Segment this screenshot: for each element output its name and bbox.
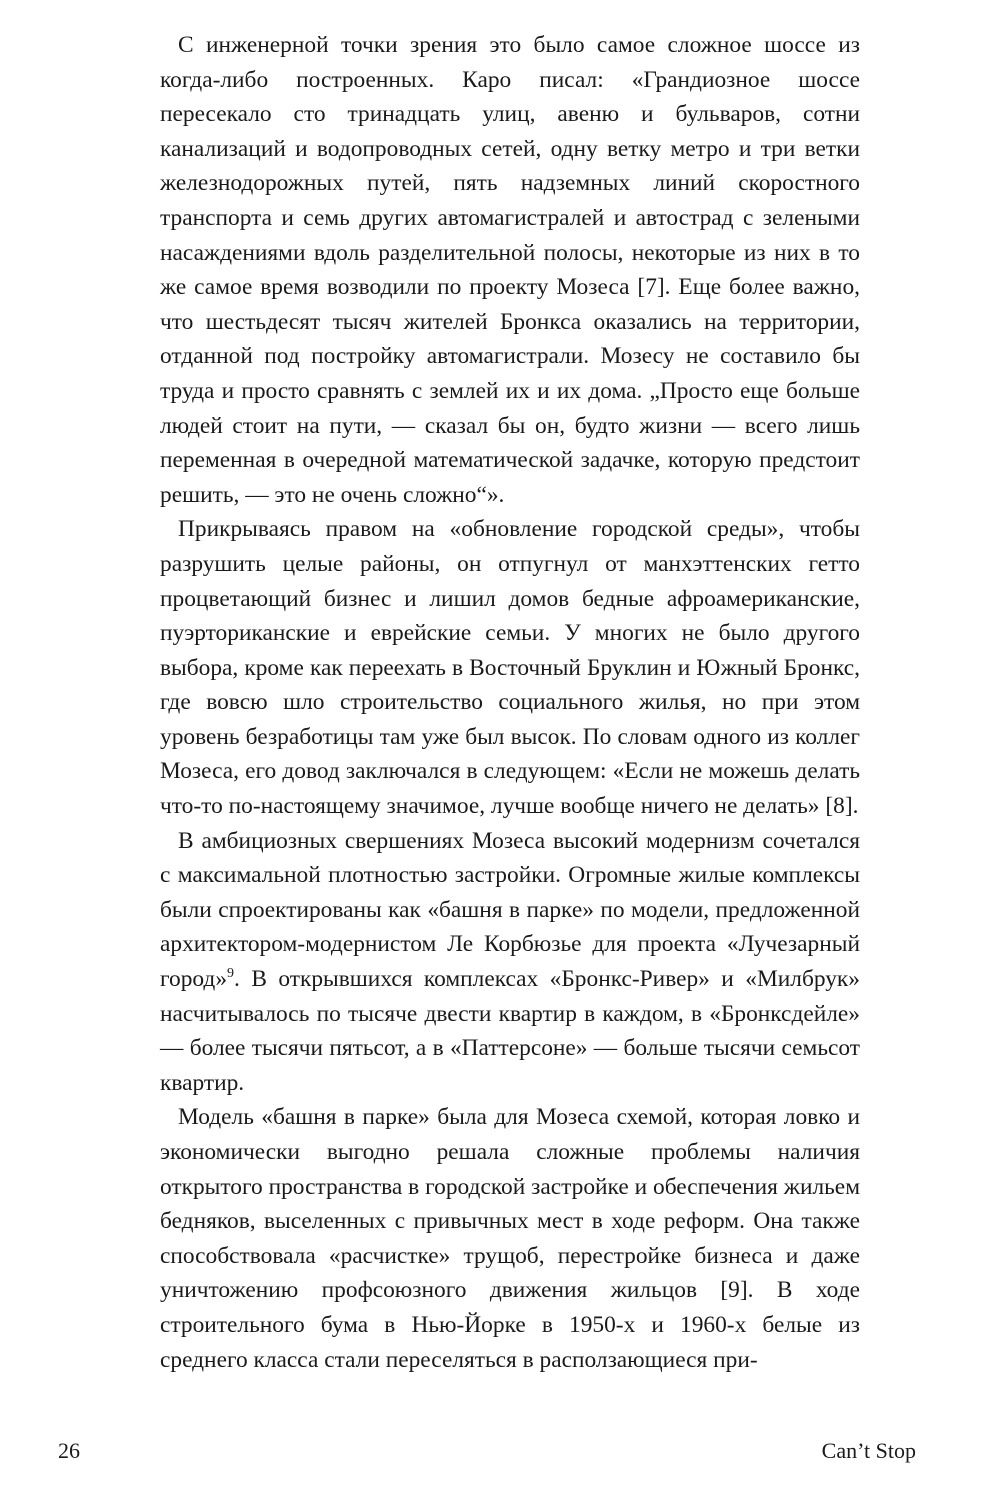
- paragraph-3-text-after: . В открывшихся комплексах «Бронкс-Ривер» и «Милбрук» насчитывалось по тысяче двести квартир в каждом, в «Бронксдейле» — более тысячи пятьсот, а в «Паттерсоне» — больше тысячи семьсот квартир.: [160, 966, 860, 1096]
- paragraph-3: [160, 824, 860, 1101]
- running-title: Can’t Stop: [821, 1438, 916, 1463]
- paragraph-3-text-before: В амбициозных свершениях Мозеса высокий модернизм сочетался с максимальной плотностью застройки. Огромные жилые комплексы были спроектированы как «башня в парке» по модели, предложенной архитектором-модернистом Ле Корбюзье для проекта «Лучезарный город»: [160, 827, 860, 993]
- paragraph-1: С инженерной точки зрения это было самое сложное шоссе из когда-либо построенных. Каро писал: «Грандиозное шоссе пересекало сто тринадцать улиц, авеню и бульваров, сотни канализаций и водопроводных сетей, одну ветку метро и три ветки железнодорожных путей, пять надземных линий скоростного транспорта и семь других автомагистралей и автострад с зелеными насаждениями вдоль разделительной полосы, некоторые из них в то же самое время возводили по проекту Мозеса [7]. Еще более важно, что шестьдесят тысяч жителей Бронкса оказались на территории, отданной под постройку автомагистрали. Мозесу не составило бы труда и просто сравнять с землей их и их дома. „Просто еще больше людей стоит на пути, — сказал бы он, будто жизни — всего лишь переменная в очередной математической задачке, которую предстоит решить, — это не очень сложно“».: [160, 32, 860, 508]
- page-number: 26: [58, 1438, 80, 1463]
- paragraph-2: Прикрываясь правом на «обновление городской среды», чтобы разрушить целые районы, он отпугнул от манхэттенских гетто процветающий бизнес и лишил домов бедные афроамериканские, пуэрториканские и еврейские семьи. У многих не было другого выбора, кроме как переехать в Восточный Бруклин и Южный Бронкс, где вовсю шло строительство социального жилья, но при этом уровень безработицы там уже был высок. По словам одного из коллег Мозеса, его довод заключался в следующем: «Если не можешь делать что-то по-настоящему значимое, лучше вообще ничего не делать» [8].: [160, 516, 860, 820]
- page-footer: [58, 1438, 916, 1472]
- footnote-mark[interactable]: 9: [227, 966, 235, 982]
- paragraph-4: Модель «башня в парке» была для Мозеса схемой, которая ловко и экономически выгодно решала сложные проблемы наличия открытого пространства в городской застройке и обеспечения жильем бедняков, выселенных с привычных мест в ходе реформ. Она также способствовала «расчистке» трущоб, перестройке бизнеса и даже уничтожению профсоюзного движения жильцов [9]. В ходе строительного бума в Нью-Йорке в 1950-х и 1960-х белые из среднего класса стали переселяться в расползающиеся при-: [160, 1104, 860, 1373]
- page-body: [160, 28, 860, 1377]
